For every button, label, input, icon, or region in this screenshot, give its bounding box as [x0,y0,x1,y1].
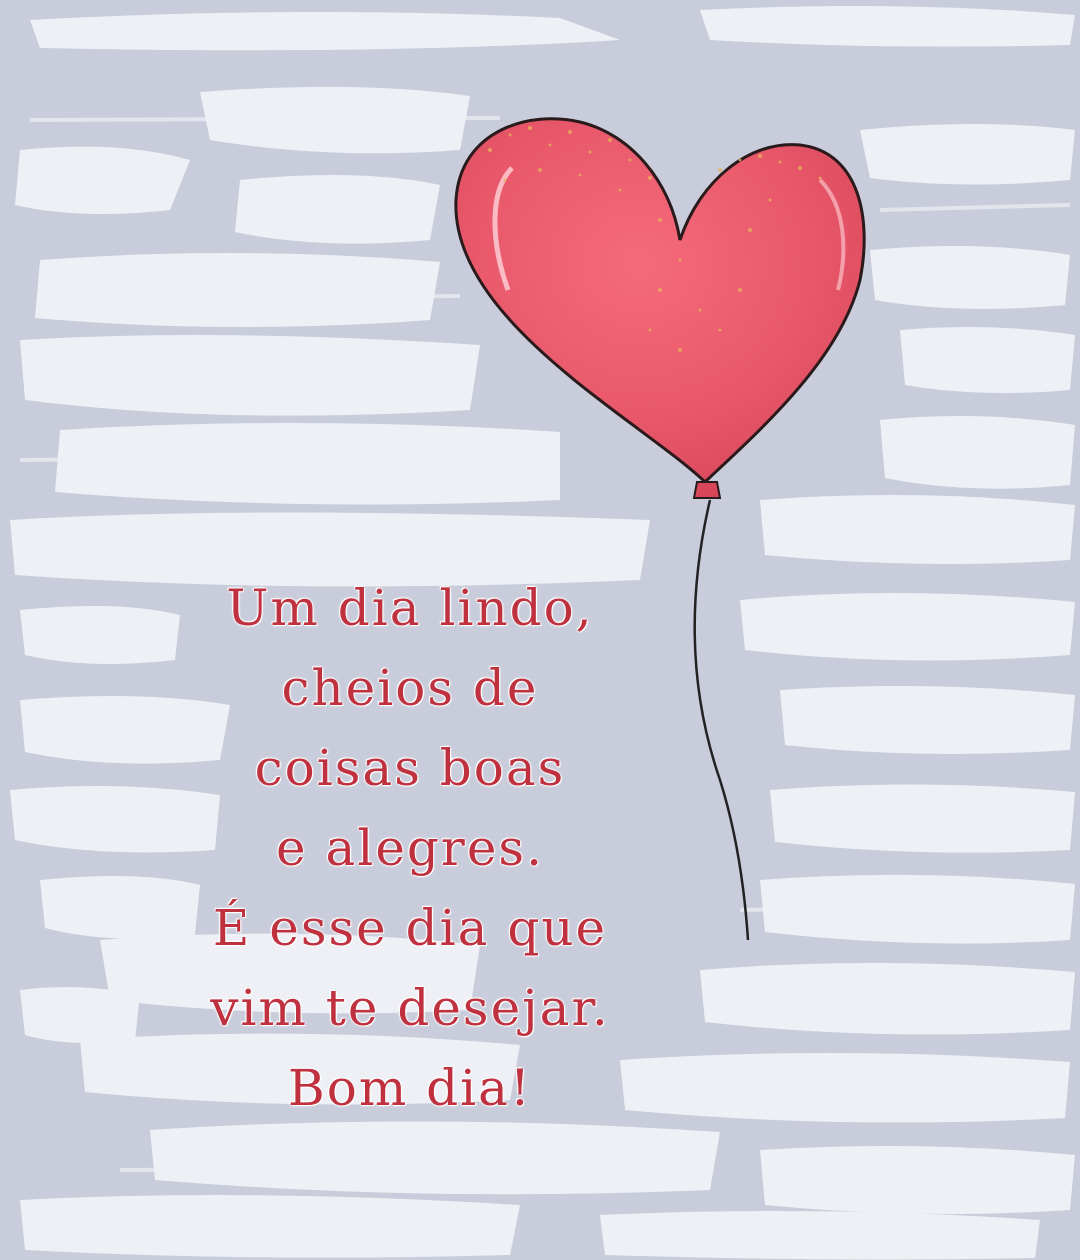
heart-shape [456,119,864,482]
greeting-message [110,568,710,1128]
message-line-5: É esse dia que [212,899,608,957]
message-line-3: coisas boas [254,739,566,797]
message-line-4: e alegres. [276,819,544,877]
message-line-6: vim te desejar. [210,979,610,1037]
balloon-knot [694,482,720,498]
message-line-7: Bom dia! [287,1059,533,1117]
message-line-2: cheios de [281,659,539,717]
message-line-1: Um dia lindo, [226,579,594,637]
